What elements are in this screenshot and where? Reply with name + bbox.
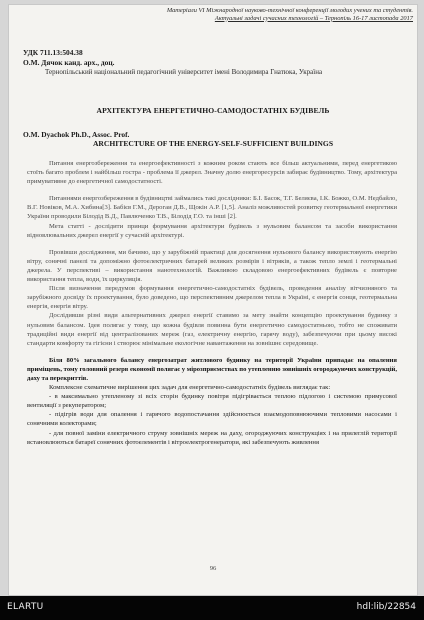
- handle-link[interactable]: hdl:lib/22854: [356, 602, 416, 612]
- authors-ua: О.М. Дячок канд. арх., доц.: [23, 58, 115, 67]
- repository-footer: [0, 596, 424, 620]
- repository-name: ELARTU: [7, 602, 44, 612]
- paragraph-scheme: Комплексне схематичне вирішення цих задач для енергетично-самодостатніх будівель виглядає так:: [49, 384, 331, 392]
- paragraph-research: Провівши дослідження, ми бачимо, що у зарубіжній практиці для досягнення нульового балансу використовують енергію вітру, сонячні панелі та допоміжно фотоелектричних батарей великих розмірів і вітряків, а також тепло землі і геотермальні джерела. У перспективі – використання нанотехнологій. Важливою складовою енергоефективних будівель є повторне використання тепла, води, їх циркуляція.: [27, 248, 397, 284]
- paragraph-concept: Дослідивши різні види альтернативних джерел енергії ставимо за мету знайти концепцію проектування будинку з нульовим балансом. Ідея полягає у тому, що кожна будівля повинна бути енергетично самодостатньою, тобто не споживати традиційні види енергії від централізованих мереж (газ, електричну енергію, гарячу воду), забезпечуючи при цьому високі стандарти комфорту та гігієни і створює мінімальне екологічне навантаження на зовнішнє середовище.: [27, 312, 397, 347]
- paragraph-heating-balance: Біля 80% загального балансу енергозатрат житлового будинку на території України припадає на опалення приміщень, тому головний резерв економії полягає у мірозприємствах по утепленню зовнішніх огороджуючих конструкцій, даху та перекриттів.: [27, 356, 397, 382]
- header-line-2: Актуальні задачі сучасних технологій – Тернопіль 16-17 листопада 2017: [214, 14, 413, 22]
- paragraph-researchers: Питаннями енергозбереження в будівництві займались такі дослідники: Б.І. Басок, Т.Г. Беляєва, І.К. Божко, О.М. Недбайло, В.Г. Новіков, М.А. Хибина[3]. Бабієв Г.М., Дерогаи Д.В., Щокін А.Р. [1,5]. Аналіз можливостей розвитку геотермальної енергетики України проводили Білодід В.Д., Павлюченко Т.В., Білодід Г.О. та інші [2].: [27, 195, 397, 221]
- paper-title-ua: АРХІТЕКТУРА ЕНЕРГЕТИЧНО-САМОДОСТАТНІХ БУДІВЕЛЬ: [96, 106, 330, 115]
- affiliation: Тернопільський національний педагогічний університет імені Володимира Гнатюка, Україна: [45, 68, 323, 76]
- list-item-water-heating: - підігрів води для опалення і гарячого водопостачання здійснюється взаємодоповнюючими тепловими насосами і сонячними колекторами;: [27, 411, 397, 428]
- paragraph-goal: Мета статті - дослідити принци формування архітектури будівель з нульовим балансом та засоби використання відновлювальних джерел енергії у сучасній архітектурі.: [27, 222, 397, 239]
- page-number: 96: [209, 565, 217, 572]
- udk-code: УДК 711.13:504.38: [23, 48, 83, 57]
- article-body: [27, 159, 397, 447]
- conference-header: [67, 7, 413, 22]
- header-line-1: Матеріали VI Міжнародної науково-технічної конференції молодих учених та студентів.: [166, 7, 413, 14]
- paragraph-intro: Питання енергозбереження та енергоефективності з кожним роком стають все більш актуальними, перед енергетикою стоїть багато проблем і найбільш гостра - проблема її джерел. Значну долю енергоресурсів забирає будівництво. Тому, архітектура примувативне до енергетичної самодостатності.: [27, 160, 397, 186]
- paper-title-en: ARCHITECTURE OF THE ENERGY-SELF-SUFFICIENT BUILDINGS: [92, 139, 334, 148]
- paragraph-perspective: Після визначення передумов формування енергетично-самодостатніх будівель, проведення аналізу вітчизняного та зарубіжного досвіду їх проектування, було доведено, що перспективним джерелом тепла в Україні, є енергія сонця, геотермальна енергія, енергія вітру.: [27, 285, 397, 311]
- list-item-solar: - для повної заміни електричного струму зовнішніх мереж на даху, огороджуючих конструкціях і на прилеглій території встановлюються батареї сонячних фотоелементів і вітроелектрогенератори, які забезпечують живлення: [27, 429, 397, 446]
- list-item-ventilation: - в максимально утепленому зі всіх сторін будинку повітря підігрівається теплою підлогою і системою примусової вентиляції з рекуператором;: [27, 393, 397, 410]
- document-page: [8, 4, 418, 596]
- authors-en: O.M. Dyachok Ph.D., Assoc. Prof.: [23, 130, 130, 139]
